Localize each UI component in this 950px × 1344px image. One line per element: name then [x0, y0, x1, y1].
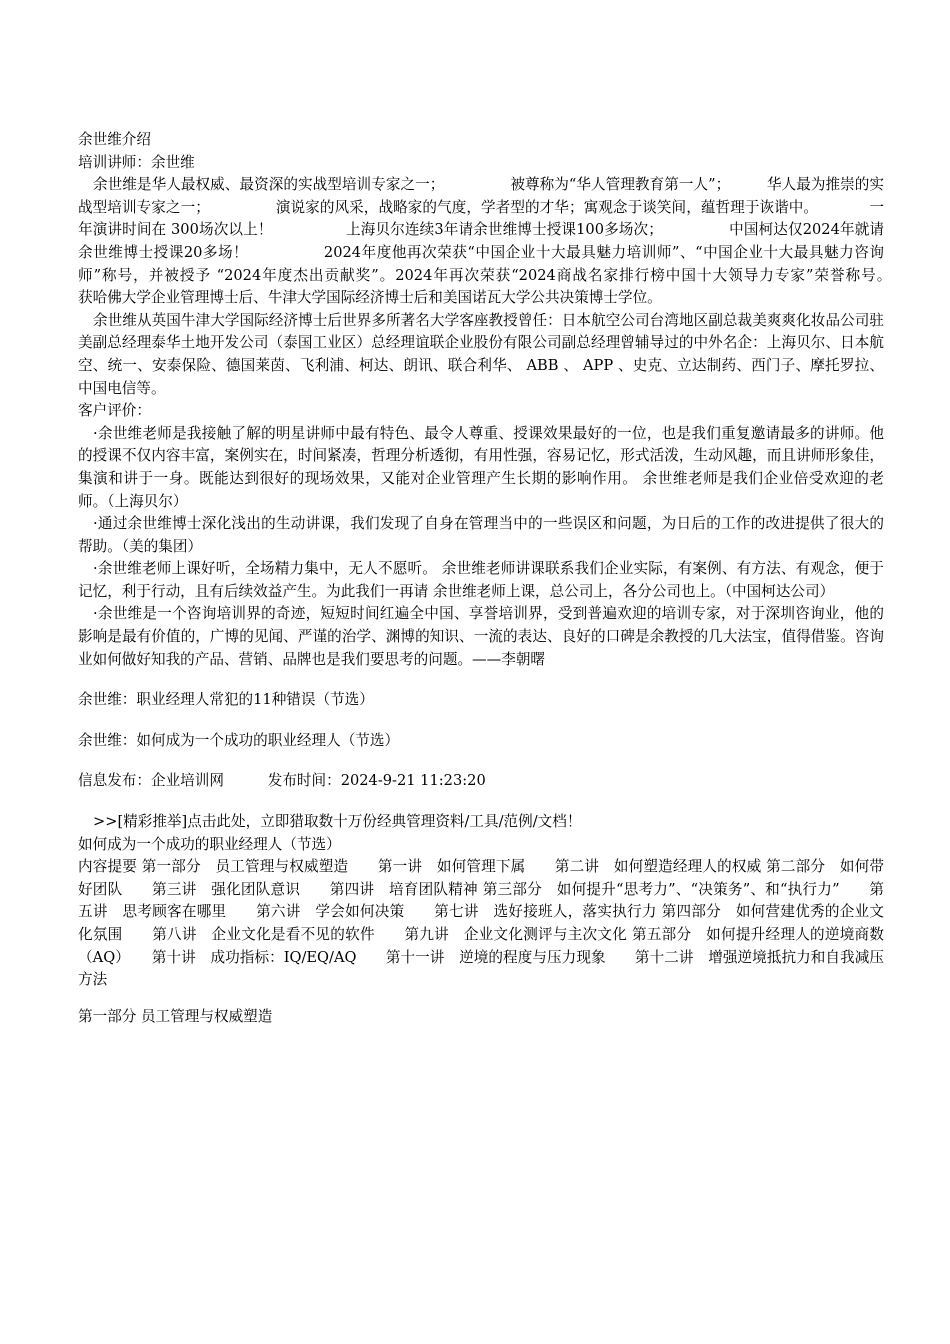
article-title: 如何成为一个成功的职业经理人（节选） — [78, 835, 341, 853]
promo-link-text[interactable]: >>[精彩推举]点击此处，立即猎取数十万份经典管理资料/工具/范例/文档！ — [93, 813, 582, 831]
section-heading: 第一部分 员工管理与权威塑造 — [78, 1007, 273, 1025]
document-body — [78, 129, 943, 1028]
contents-summary: 内容提要 第一部分 员工管理与权威塑造 第一讲 如何管理下属 第二讲 如何塑造经理人的权威 第二部分 如何带好团队 第三讲 强化团队意识 第四讲 培育团队精神 第三部分 如何提升“思考力”、“决策务”、和“执行力” 第五讲 思考顾客在哪里 第六讲 学会如何决策 第七讲 选好接班人，落实执行力 第四部分 如何营建优秀的企业文化氛围 第八讲 企业文化是看不见的软件 第九讲 企业文化测评与主次文化 第五部分 如何提升经理人的逆境商数（AQ） 第十讲 成功指标：IQ/EQ/AQ 第十一讲 逆境的程度与压力现象 第十二讲 增强逆境抵抗力和自我减压方法 — [78, 858, 884, 989]
review-item: ·余世维是一个咨询培训界的奇迹，短短时间红遍全中国、享誉培训界，受到普遍欢迎的培训专家，对于深圳咨询业，他的影响是最有价值的，广博的见闻、严谨的治学、渊博的知识、一流的表达、良好的口碑是余教授的几大法宝，值得借鉴。咨询业如何做好知我的产品、营销、品牌也是我们要思考的问题。——李朝曙 — [78, 605, 884, 668]
review-item: ·余世维老师是我接触了解的明星讲师中最有特色、最令人尊重、授课效果最好的一位，也是我们重复邀请最多的讲师。他的授课不仅内容丰富，案例实在，时间紧凑，哲理分析透彻，有用性强，容易记忆，形式活泼，生动风趣，而且讲师形象佳，集演和讲于一身。既能达到很好的现场效果，又能对企业管理产生长期的影响作用。 余世维老师是我们企业倍受欢迎的老师。（上海贝尔） — [78, 424, 884, 510]
trainer-line: 培训讲师：余世维 — [78, 153, 195, 171]
review-item: ·通过余世维博士深化浅出的生动讲课，我们发现了自身在管理当中的一些误区和问题，为日后的工作的改进提供了很大的帮助。（美的集团） — [78, 515, 884, 555]
intro-paragraph-1: 余世维是华人最权威、最资深的实战型培训专家之一； 被尊称为“华人管理教育第一人”； 华人最为推崇的实战型培训专家之一； 演说家的风采，战略家的气度，学者型的才华；寓观念于谈笑间，蕴哲理于诙谐中。 一年演讲时间在 300场次以上！ 上海贝尔连续3年请余世维博士授课100多场次； 中国柯达仅2024年就请余世维博士授课20多场！ 2024年度他再次荣获“中国企业十大最具魅力培训师”、“中国企业十大最具魅力咨询师”称号，并被授予 “2024年度杰出贡献奖”。2024年再次荣获“2024商战名家排行榜中国十大领导力专家”荣誉称号。 获哈佛大学企业管理博士后、牛津大学国际经济博士后和美国诺瓦大学公共决策博士学位。 — [78, 176, 943, 307]
intro-paragraph-2: 余世维从英国牛津大学国际经济博士后世界多所著名大学客座教授曾任：日本航空公司台湾地区副总裁美爽爽化妆品公司驻美副总经理泰华土地开发公司（泰国工业区）总经理谊联企业股份有限公司副总经理曾辅导过的中外名企：上海贝尔、日本航空、统一、安泰保险、德国莱茵、飞利浦、柯达、朗讯、联合利华、 ABB 、 APP 、史克、立达制药、西门子、摩托罗拉、中国电信等。 — [78, 311, 884, 397]
publish-info: 信息发布：企业培训网 发布时间：2024-9-21 11:23:20 — [78, 772, 486, 790]
review-item: ·余世维老师上课好听，全场精力集中，无人不愿听。 余世维老师讲课联系我们企业实际，有案例、有方法、有观念，便于记忆，利于行动，且有后续效益产生。为此我们一再请 余世维老师上课，总公司上，各分公司也上。（中国柯达公司） — [78, 560, 884, 600]
reviews-heading: 客户评价： — [78, 402, 151, 420]
article-link-manager-text[interactable]: 余世维：如何成为一个成功的职业经理人（节选） — [78, 731, 400, 749]
promo-link[interactable] — [78, 811, 884, 834]
article-link-errors[interactable] — [78, 689, 884, 712]
article-link-manager[interactable] — [78, 730, 884, 753]
article-link-errors-text[interactable]: 余世维：职业经理人常犯的11种错误（节选） — [78, 691, 374, 709]
document-title: 余世维介绍 — [78, 131, 151, 148]
